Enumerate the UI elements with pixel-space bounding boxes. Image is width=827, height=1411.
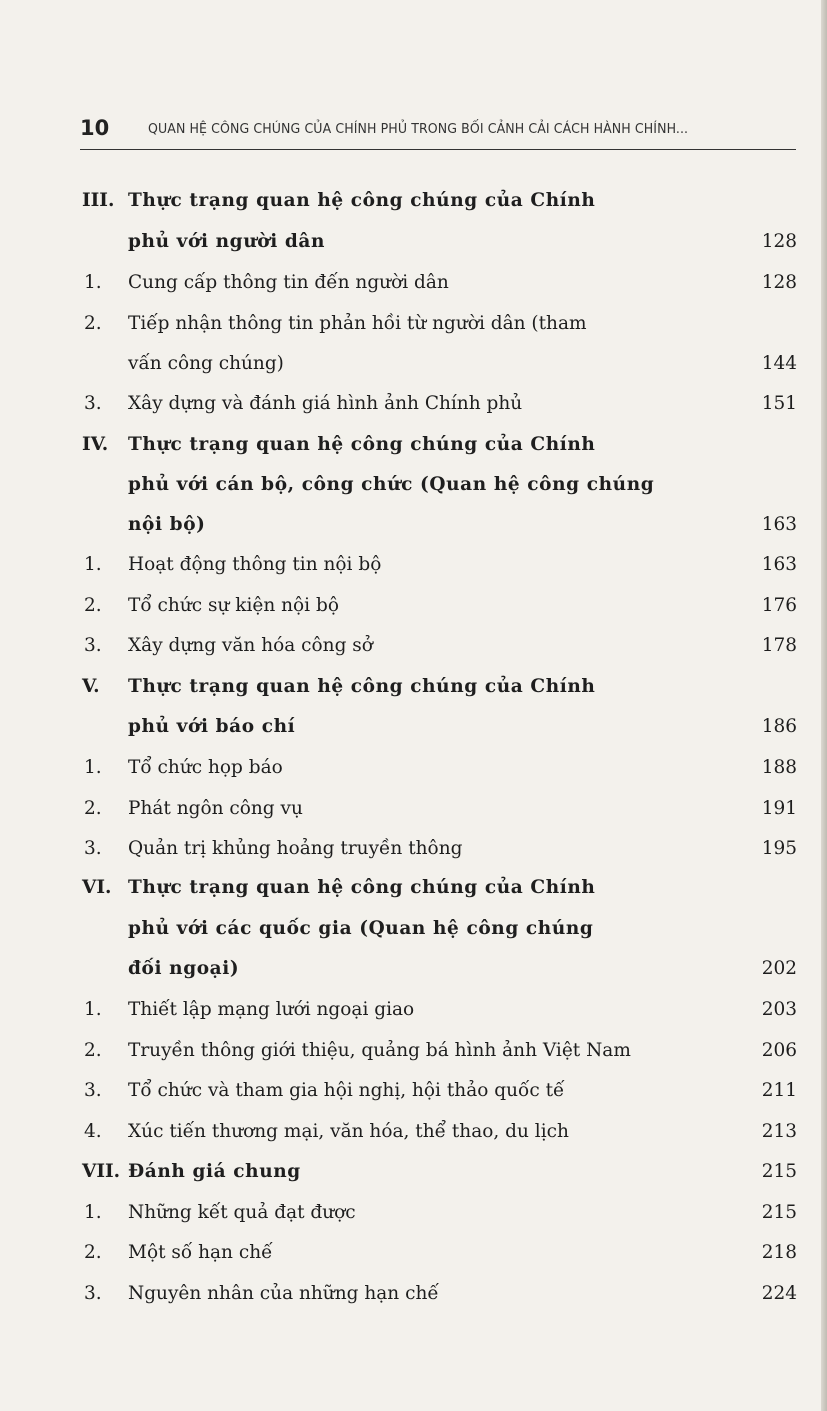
toc-entry [0, 309, 827, 339]
toc-title: đối ngoại) [128, 958, 240, 979]
toc-title: Một số hạn chế [128, 1242, 273, 1263]
toc-entry [0, 631, 827, 661]
toc-entry [0, 1238, 827, 1268]
toc-number: VI. [82, 877, 112, 898]
toc-number: 3. [84, 838, 102, 859]
toc-entry [0, 550, 827, 580]
toc-title: Xây dựng văn hóa công sở [128, 635, 373, 656]
toc-title: Truyền thông giới thiệu, quảng bá hình ảnh Việt Nam [128, 1040, 631, 1061]
toc-number: 4. [84, 1121, 102, 1142]
toc-number: 3. [84, 1283, 102, 1304]
toc-number: VII. [82, 1161, 121, 1182]
toc-page-number: 163 [761, 514, 797, 535]
toc-number: 1. [84, 1202, 102, 1223]
toc-page-number: 202 [761, 958, 797, 979]
running-title: QUAN HỆ CÔNG CHÚNG CỦA CHÍNH PHỦ TRONG BỐI CẢNH CẢI CÁCH HÀNH CHÍNH... [148, 121, 689, 137]
toc-section-heading-cont [0, 712, 827, 742]
toc-title: Nguyên nhân của những hạn chế [128, 1283, 439, 1304]
toc-section-heading-cont [0, 914, 827, 944]
toc-number: V. [82, 676, 100, 697]
toc-page-number: 215 [761, 1161, 797, 1182]
toc-page-number: 215 [761, 1202, 797, 1223]
toc-page-number: 128 [761, 231, 797, 252]
toc-page-number: 211 [761, 1080, 797, 1101]
toc-number: IV. [82, 434, 109, 455]
page-header [80, 112, 796, 146]
toc-page-number: 151 [761, 393, 797, 414]
toc-number: 3. [84, 1080, 102, 1101]
toc-page-number: 176 [761, 595, 797, 616]
toc-entry [0, 389, 827, 419]
toc-title: Thực trạng quan hệ công chúng của Chính [128, 877, 596, 898]
toc-entry-cont [0, 349, 827, 379]
toc-page-number: 203 [761, 999, 797, 1020]
toc-title: Tổ chức và tham gia hội nghị, hội thảo quốc tế [128, 1080, 565, 1101]
toc-number: 1. [84, 272, 102, 293]
toc-title: Xây dựng và đánh giá hình ảnh Chính phủ [128, 393, 523, 414]
toc-title: Những kết quả đạt được [128, 1202, 356, 1223]
toc-section-heading [0, 672, 827, 702]
toc-number: 1. [84, 999, 102, 1020]
toc-title: vấn công chúng) [128, 353, 284, 374]
toc-number: 2. [84, 1040, 102, 1061]
toc-title: phủ với báo chí [128, 716, 296, 737]
toc-entry [0, 1117, 827, 1147]
toc-page-number: 224 [761, 1283, 797, 1304]
toc-section-heading [0, 873, 827, 903]
toc-section-heading [0, 186, 827, 216]
toc-section-heading-cont [0, 470, 827, 500]
toc-page-number: 188 [761, 757, 797, 778]
toc-page-number: 206 [761, 1040, 797, 1061]
toc-number: 3. [84, 393, 102, 414]
toc-section-heading-cont [0, 954, 827, 984]
toc-title: phủ với các quốc gia (Quan hệ công chúng [128, 918, 594, 939]
toc-section-heading [0, 430, 827, 460]
toc-page-number: 128 [761, 272, 797, 293]
toc-title: Tổ chức họp báo [128, 757, 283, 778]
toc-title: Cung cấp thông tin đến người dân [128, 272, 449, 293]
toc-page-number: 186 [761, 716, 797, 737]
toc-title: Thiết lập mạng lưới ngoại giao [128, 999, 415, 1020]
toc-title: Tiếp nhận thông tin phản hồi từ người dân (tham [128, 313, 587, 334]
toc-number: 1. [84, 554, 102, 575]
toc-title: nội bộ) [128, 514, 206, 535]
toc-section-heading-cont [0, 227, 827, 257]
toc-number: 2. [84, 798, 102, 819]
header-rule [80, 149, 796, 150]
toc-page-number: 195 [761, 838, 797, 859]
toc-entry [0, 1076, 827, 1106]
toc-title: Hoạt động thông tin nội bộ [128, 554, 382, 575]
toc-page-number: 178 [761, 635, 797, 656]
toc-entry [0, 995, 827, 1025]
toc-entry [0, 1036, 827, 1066]
toc-entry [0, 268, 827, 298]
page-number: 10 [80, 116, 110, 140]
toc-entry [0, 1198, 827, 1228]
toc-title: Quản trị khủng hoảng truyền thông [128, 838, 463, 859]
toc-page-number: 213 [761, 1121, 797, 1142]
toc-title: Xúc tiến thương mại, văn hóa, thể thao, du lịch [128, 1121, 569, 1142]
toc-page-number: 218 [761, 1242, 797, 1263]
toc-title: Phát ngôn công vụ [128, 798, 303, 819]
toc-entry [0, 591, 827, 621]
toc-title: Thực trạng quan hệ công chúng của Chính [128, 190, 596, 211]
toc-number: 2. [84, 1242, 102, 1263]
toc-section-heading-cont [0, 510, 827, 540]
toc-title: Tổ chức sự kiện nội bộ [128, 595, 339, 616]
toc-title: phủ với cán bộ, công chức (Quan hệ công chúng [128, 474, 655, 495]
toc-title: Thực trạng quan hệ công chúng của Chính [128, 676, 596, 697]
toc-entry [0, 1279, 827, 1309]
toc-title: Thực trạng quan hệ công chúng của Chính [128, 434, 596, 455]
toc-number: 2. [84, 595, 102, 616]
toc-page-number: 191 [761, 798, 797, 819]
toc-entry [0, 794, 827, 824]
toc-number: III. [82, 190, 115, 211]
toc-number: 2. [84, 313, 102, 334]
toc-entry [0, 753, 827, 783]
toc-number: 3. [84, 635, 102, 656]
toc-title: Đánh giá chung [128, 1161, 301, 1182]
toc-number: 1. [84, 757, 102, 778]
toc-page-number: 144 [761, 353, 797, 374]
toc-entry [0, 834, 827, 864]
toc-section-heading [0, 1157, 827, 1187]
toc-title: phủ với người dân [128, 231, 326, 252]
toc-page-number: 163 [761, 554, 797, 575]
